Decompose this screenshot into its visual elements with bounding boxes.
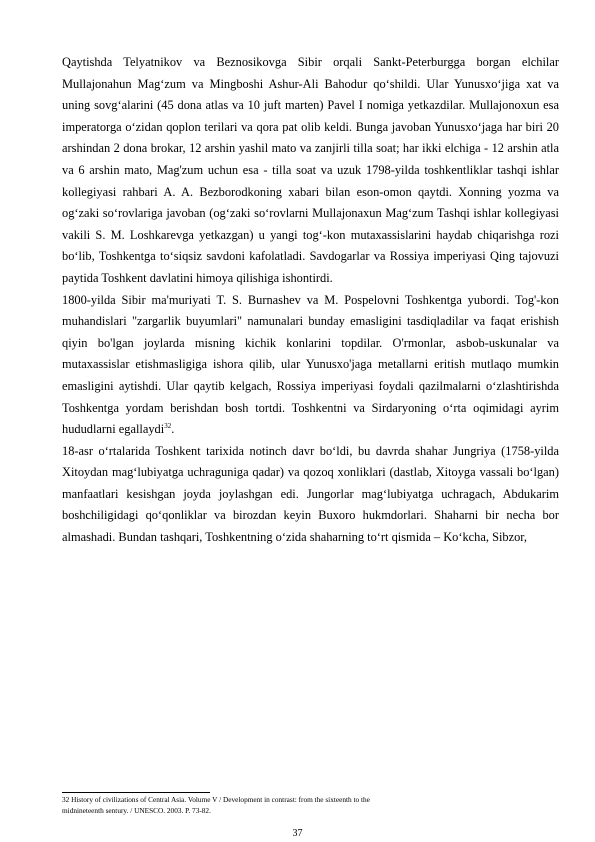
paragraph-1	[62, 52, 559, 290]
body-text	[62, 52, 559, 549]
page-number: 37	[292, 828, 303, 839]
footnote-line-1: 32 History of civilizations of Central Asia. Volume V / Development in contrast: from the sixteenth to the	[62, 795, 370, 804]
paragraph-1-text: Qaytishda Telyatnikov va Beznosikovga Sibir orqali Sankt-Peterburgga borgan elchilar Mullajonahun Mag‘zum va Mingboshi Ashur-Ali Bahodur qo‘shildi. Ular Yunusxo‘jiga xat va uning sovg‘alarini (45 dona atlas va 10 juft marten) Pavel I nomiga yetkazdilar. Mullajonoxun esa imperatorga o‘zidan qoplon terilari va qora pat olib keldi. Bunga javoban Yunusxo‘jaga har biri 20 arshindan 2 dona brokar, 12 arshin yashil mato va zanjirli tilla soat; har ikki elchiga - 12 arshin atla va 6 arshin mato, Mag'zum uchun esa - tilla soat va uzuk 1798-yilda toshkentliklar tashqi ishlar kollegiyasi rahbari A. A. Bezborodkoning xabari bilan eson-omon qaytdi. Xonning yozma va og‘zaki so‘rovlariga javoban (og‘zaki so‘rovlarni Mullajonaxun Mag‘zum Tashqi ishlar kollegiyasi vakili S. M. Loshkarevga yetkazgan) u yangi tog‘-kon mutaxassislarini haydab chiqarishga rozi bo‘lib, Toshkentga to‘siqsiz savdoni kafolatladi. Savdogarlar va Rossiya imperiyasi Qing tajovuzi paytida Toshkent davlatini himoya qilishiga ishontirdi.	[62, 55, 559, 285]
paragraph-2-text: 1800-yilda Sibir ma'muriyati T. S. Burnashev va M. Pospelovni Toshkentga yubordi. Tog'-kon muhandislari "zargarlik buyumlari" namunalari bunday emasligini tasdiqladilar va faqat erishish qiyin bo'lgan joylarda misning kichik konlarini topdilar. O'rmonlar, asbob-uskunalar va mutaxassislar etishmasligiga ishora qilib, ular Yunusxo'jaga metallarni eritish mutlaqo mumkin emasligini aytishdi. Ular qaytib kelgach, Rossiya imperiyasi foydali qazilmalarni o‘zlashtirishda Toshkentga yordam berishdan bosh tortdi. Toshkentni va Sirdaryoning o‘rta oqimidagi ayrim hududlarni egallaydi	[62, 292, 559, 437]
footnote	[62, 795, 559, 816]
paragraph-2-end: .	[171, 422, 175, 437]
paragraph-2	[62, 290, 559, 441]
paragraph-3	[62, 441, 559, 549]
footnote-separator	[62, 792, 210, 793]
paragraph-3-text: 18-asr o‘rtalarida Toshkent tarixida notinch davr bo‘ldi, bu davrda shahar Jungriya (1758-yilda Xitoydan mag‘lubiyatga uchraguniga qadar) va qozoq xonliklari (dastlab, Xitoyga vassali bo‘lgan) manfaatlari kesishgan joyda joylashgan edi. Jungorlar mag‘lubiyatga uchragach, Abdukarim boshchiligidagi qo‘qonliklar va birozdan keyin Buxoro hukmdorlari. Shaharni bir necha bor almashadi. Bundan tashqari, Toshkentning o‘zida shaharning to‘rt qismida – Ko‘kcha, Sibzor,	[62, 443, 559, 545]
footnote-reference[interactable]: 32	[164, 422, 172, 431]
footnote-line-2: midnineteenth sentury. / UNESCO. 2003. P. 73-82.	[62, 805, 211, 815]
